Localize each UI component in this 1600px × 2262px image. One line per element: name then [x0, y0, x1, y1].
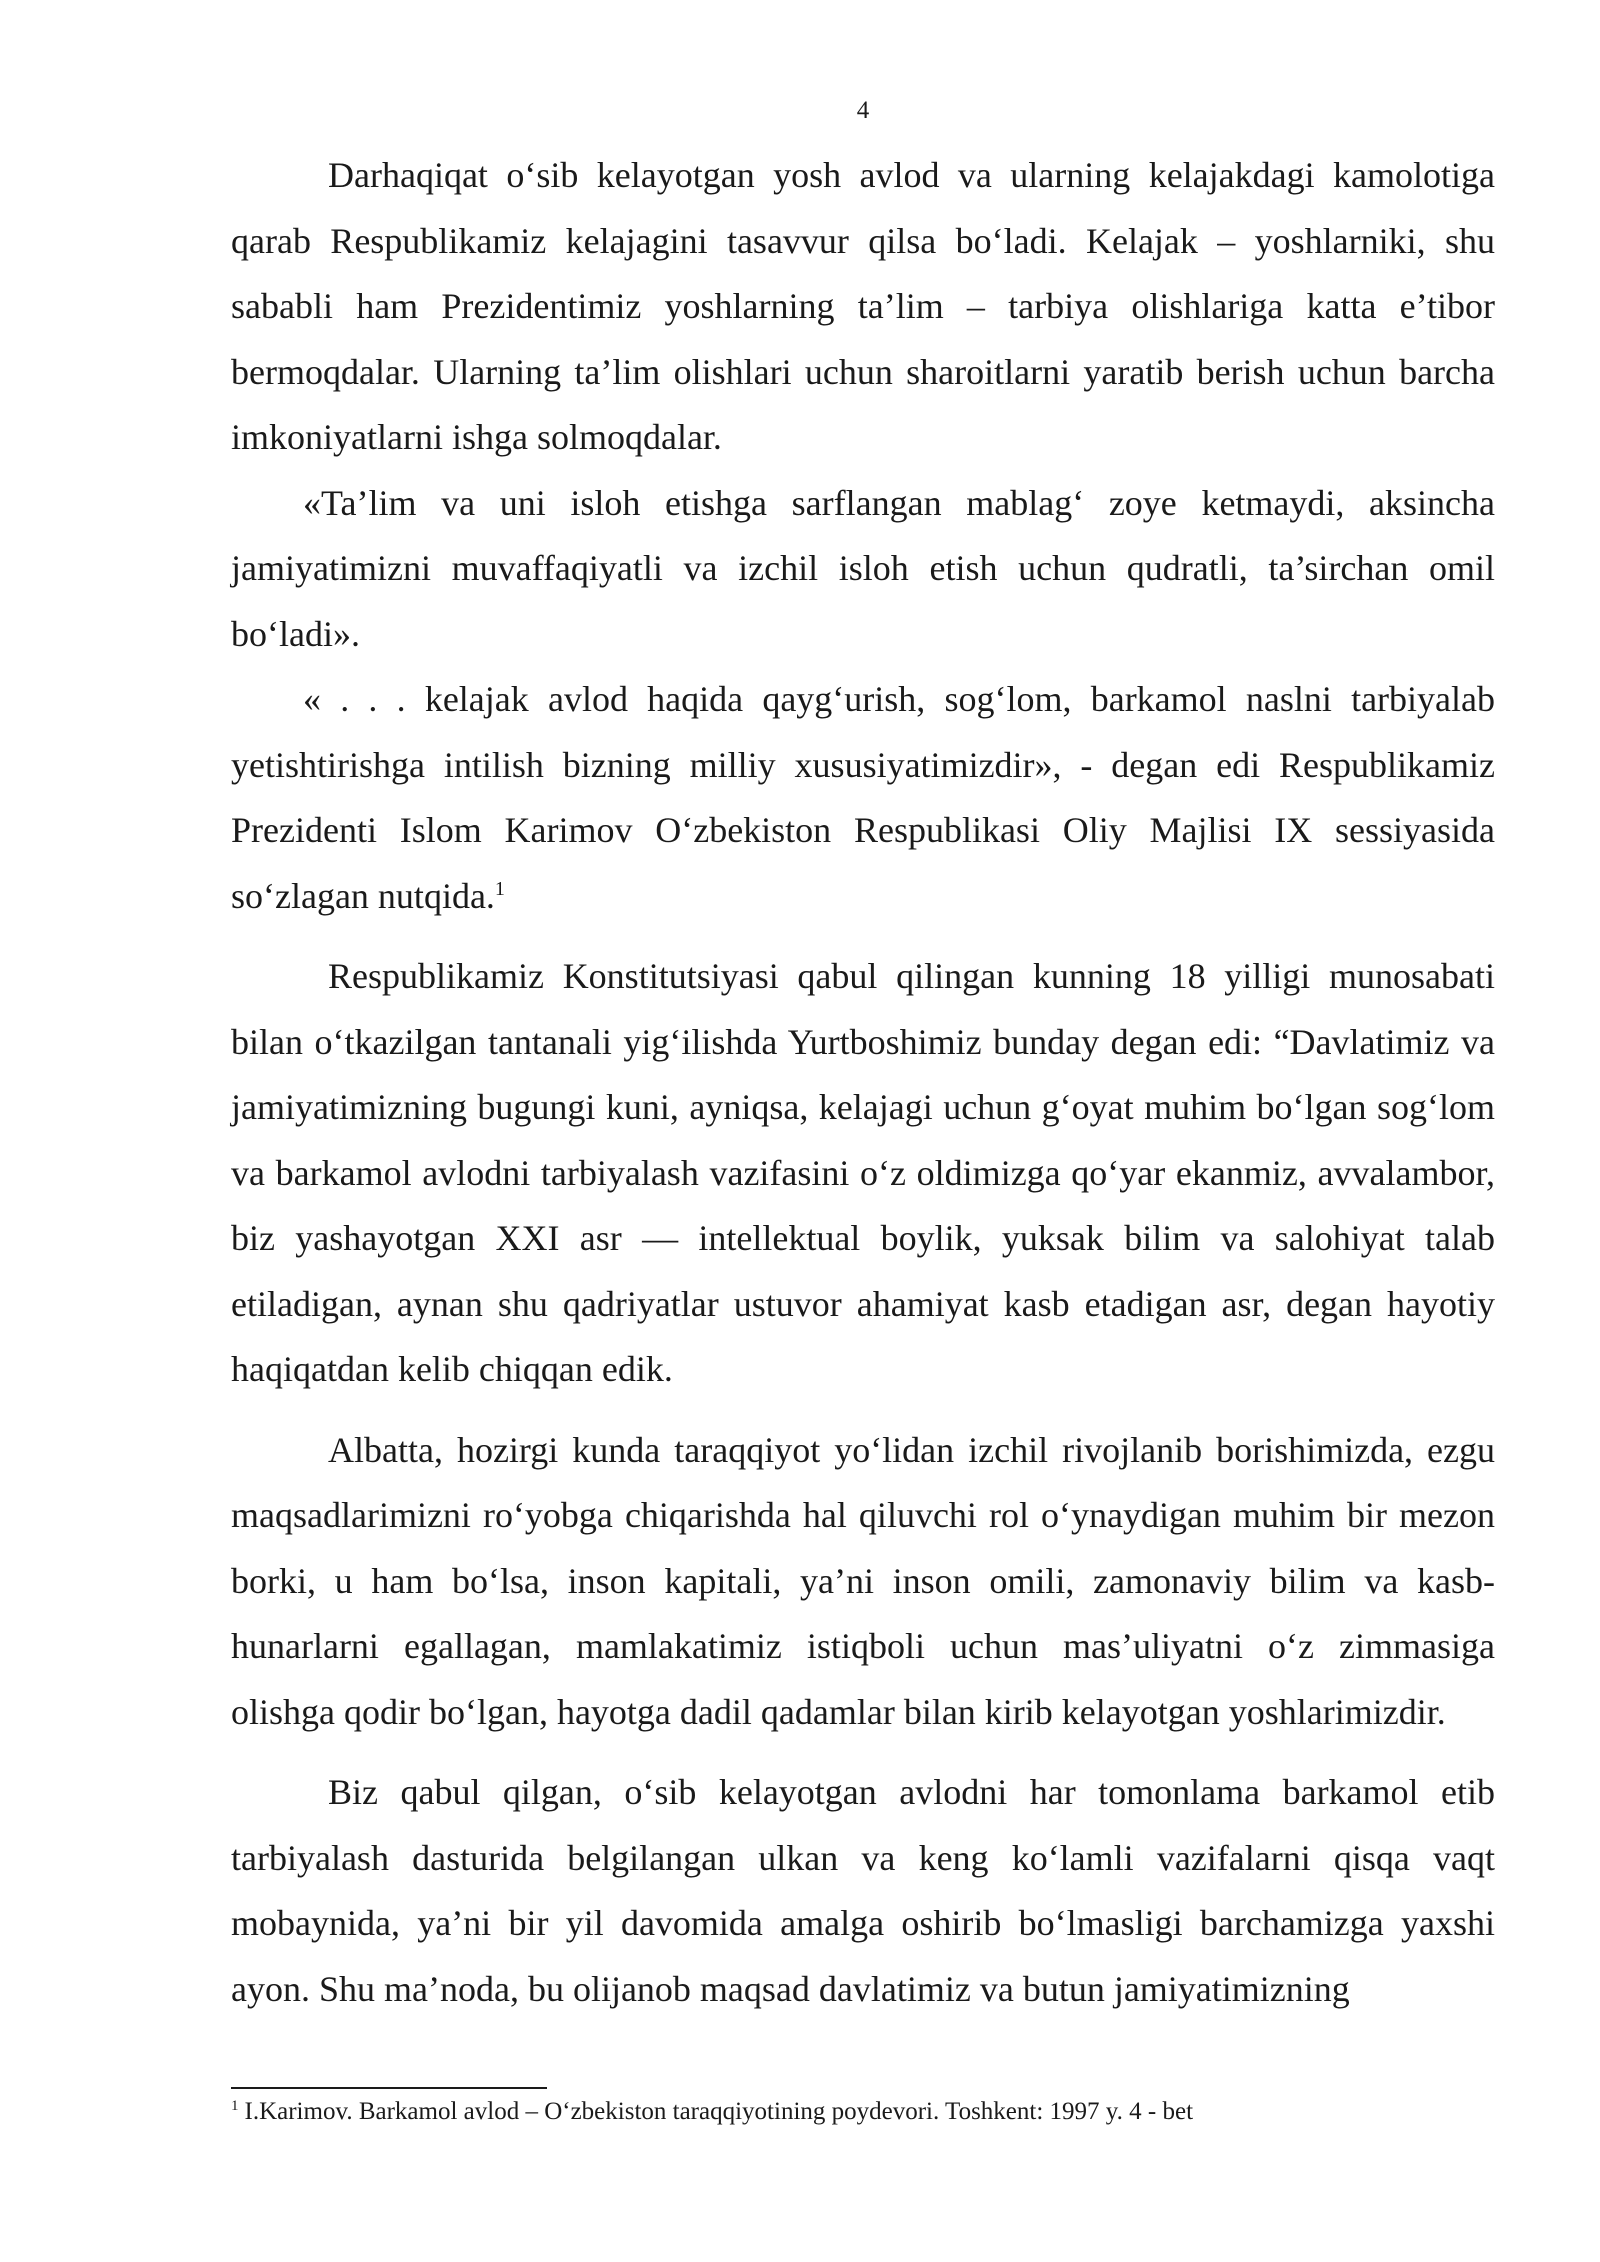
paragraph-text: « . . . kelajak avlod haqida qayg‘urish, sog‘lom, barkamol naslni tarbiyalab yetishtirishga intilish bizning milliy xususiyatimizdir», - degan edi Respublikamiz Prezidenti Islom Karimov O‘zbekiston Respublikasi Oliy Majlisi IX sessiyasida so‘zlagan nutqida. — [231, 679, 1495, 916]
footnote-text: I.Karimov. Barkamol avlod – O‘zbekiston taraqqiyotining poydevori. Toshkent: 1997 y. 4 - bet — [244, 2098, 1194, 2125]
paragraph: Albatta, hozirgi kunda taraqqiyot yo‘lidan izchil rivojlanib borishimizda, ezgu maqsadlarimizni ro‘yobga chiqarishda hal qiluvchi rol o‘ynaydigan muhim bir mezon borki, u ham bo‘lsa, inson kapitali, ya’ni inson omili, zamonaviy bilim va kasb-hunarlarni egallagan, mamlakatimiz istiqboli uchun mas’uliyatni o‘z zimmasiga olishga qodir bo‘lgan, hayotga dadil qadamlar bilan kirib kelayotgan yoshlarimizdir. — [231, 1429, 1495, 1732]
footnote-number: 1 — [231, 2097, 239, 2114]
paragraph: Respublikamiz Konstitutsiyasi qabul qilingan kunning 18 yilligi munosabati bilan o‘tkazilgan tantanali yig‘ilishda Yurtboshimiz bunday degan edi: “Davlatimiz va jamiyatimizning bugungi kuni, ayniqsa, kelajagi uchun g‘oyat muhim bo‘lgan sog‘lom va barkamol avlodni tarbiyalash vazifasini o‘z oldimizga qo‘yar ekanmiz, avvalambor, biz yashayotgan XXI asr — intellektual boylik, yuksak bilim va salohiyat talab etiladigan, aynan shu qadriyatlar ustuvor ahamiyat kasb etadigan asr, degan hayotiy haqiqatdan kelib chiqqan edik. — [231, 956, 1495, 1389]
body-text — [231, 143, 1495, 2022]
quote-paragraph — [231, 667, 1495, 929]
paragraph: Darhaqiqat o‘sib kelayotgan yosh avlod va ularning kelajakdagi kamolotiga qarab Respublikamiz kelajagini tasavvur qilsa bo‘ladi. Kelajak – yoshlarniki, shu sababli ham Prezidentimiz yoshlarning ta’lim – tarbiya olishlariga katta e’tibor bermoqdalar. Ularning ta’lim olishlari uchun sharoitlarni yaratib berish uchun barcha imkoniyatlarni ishga solmoqdalar. — [231, 155, 1495, 457]
paragraph: Biz qabul qilgan, o‘sib kelayotgan avlodni har tomonlama barkamol etib tarbiyalash dasturida belgilangan ulkan va keng ko‘lamli vazifalarni qisqa vaqt mobaynida, ya’ni bir yil davomida amalga oshirib bo‘lmasligi barchamizga yaxshi ayon. Shu ma’noda, bu olijanob maqsad davlatimiz va butun jamiyatimizning — [231, 1772, 1495, 2009]
footnote-reference[interactable]: 1 — [494, 877, 505, 900]
quote-paragraph: «Ta’lim va uni isloh etishga sarflangan mablag‘ zoye ketmaydi, aksincha jamiyatimizni muvaffaqiyatli va izchil isloh etish uchun qudratli, ta’sirchan omil bo‘ladi». — [231, 482, 1495, 654]
footnote-divider — [231, 2087, 547, 2089]
page-number: 4 — [856, 97, 870, 124]
footnote — [231, 2094, 1495, 2130]
